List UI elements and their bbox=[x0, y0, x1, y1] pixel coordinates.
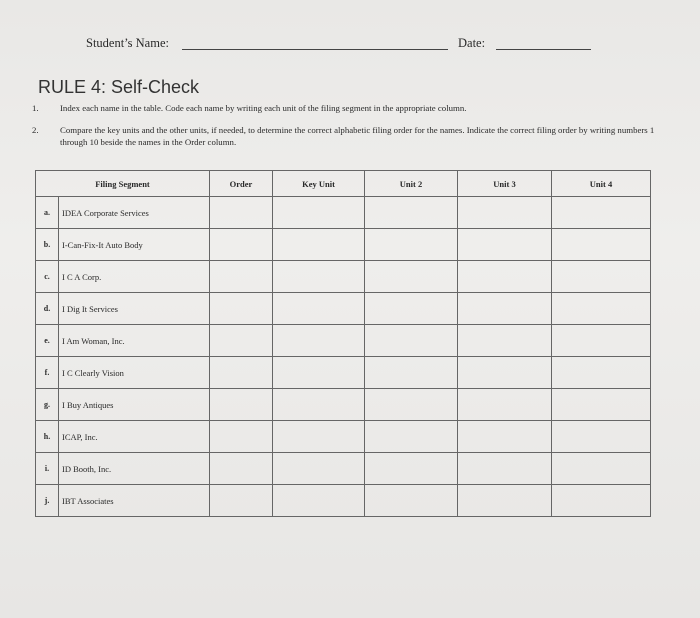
unit-2-cell[interactable] bbox=[365, 453, 458, 485]
row-name: I Dig It Services bbox=[59, 293, 210, 325]
table-row bbox=[36, 421, 651, 453]
table-row bbox=[36, 453, 651, 485]
row-letter: j. bbox=[36, 485, 59, 517]
key-unit-cell[interactable] bbox=[273, 293, 365, 325]
instruction-number: 2. bbox=[32, 125, 39, 135]
date-label: Date: bbox=[458, 36, 486, 50]
row-name: I C A Corp. bbox=[59, 261, 210, 293]
key-unit-cell[interactable] bbox=[273, 421, 365, 453]
order-cell[interactable] bbox=[210, 389, 273, 421]
row-letter: c. bbox=[36, 261, 59, 293]
row-letter: g. bbox=[36, 389, 59, 421]
table-row bbox=[36, 293, 651, 325]
order-cell[interactable] bbox=[210, 485, 273, 517]
header-order: Order bbox=[210, 171, 273, 197]
page-title: RULE 4: Self-Check bbox=[38, 77, 200, 97]
row-name: IBT Associates bbox=[59, 485, 210, 517]
unit-4-cell[interactable] bbox=[552, 325, 651, 357]
instruction-text: Compare the key units and the other units, if needed, to determine the correct alphabetic filing order for the names. Indicate the correct filing order by writing numbers 1 through 10 beside the names in the Order column. bbox=[60, 125, 655, 147]
order-cell[interactable] bbox=[210, 293, 273, 325]
row-name: I C Clearly Vision bbox=[59, 357, 210, 389]
row-name: ID Booth, Inc. bbox=[59, 453, 210, 485]
table-row bbox=[36, 485, 651, 517]
unit-2-cell[interactable] bbox=[365, 293, 458, 325]
key-unit-cell[interactable] bbox=[273, 389, 365, 421]
worksheet-header bbox=[0, 36, 700, 56]
unit-2-cell[interactable] bbox=[365, 197, 458, 229]
student-name-field[interactable] bbox=[182, 49, 448, 50]
key-unit-cell[interactable] bbox=[273, 485, 365, 517]
unit-3-cell[interactable] bbox=[458, 421, 552, 453]
row-letter: i. bbox=[36, 453, 59, 485]
table-row bbox=[36, 229, 651, 261]
table-row bbox=[36, 325, 651, 357]
header-filing-segment: Filing Segment bbox=[36, 171, 210, 197]
unit-2-cell[interactable] bbox=[365, 421, 458, 453]
table-row bbox=[36, 357, 651, 389]
unit-3-cell[interactable] bbox=[458, 293, 552, 325]
table-row bbox=[36, 197, 651, 229]
table-body bbox=[36, 197, 651, 517]
key-unit-cell[interactable] bbox=[273, 357, 365, 389]
order-cell[interactable] bbox=[210, 197, 273, 229]
unit-3-cell[interactable] bbox=[458, 485, 552, 517]
unit-3-cell[interactable] bbox=[458, 325, 552, 357]
unit-4-cell[interactable] bbox=[552, 485, 651, 517]
unit-3-cell[interactable] bbox=[458, 197, 552, 229]
order-cell[interactable] bbox=[210, 421, 273, 453]
table-row bbox=[36, 389, 651, 421]
unit-2-cell[interactable] bbox=[365, 389, 458, 421]
row-letter: a. bbox=[36, 197, 59, 229]
date-field[interactable] bbox=[496, 49, 591, 50]
row-name: I-Can-Fix-It Auto Body bbox=[59, 229, 210, 261]
unit-3-cell[interactable] bbox=[458, 453, 552, 485]
filing-table bbox=[35, 170, 651, 517]
header-key-unit: Key Unit bbox=[273, 171, 365, 197]
order-cell[interactable] bbox=[210, 325, 273, 357]
row-name: IDEA Corporate Services bbox=[59, 197, 210, 229]
key-unit-cell[interactable] bbox=[273, 261, 365, 293]
unit-2-cell[interactable] bbox=[365, 485, 458, 517]
row-name: I Buy Antiques bbox=[59, 389, 210, 421]
order-cell[interactable] bbox=[210, 357, 273, 389]
unit-3-cell[interactable] bbox=[458, 261, 552, 293]
key-unit-cell[interactable] bbox=[273, 229, 365, 261]
unit-4-cell[interactable] bbox=[552, 453, 651, 485]
unit-4-cell[interactable] bbox=[552, 357, 651, 389]
row-letter: h. bbox=[36, 421, 59, 453]
unit-2-cell[interactable] bbox=[365, 325, 458, 357]
unit-2-cell[interactable] bbox=[365, 357, 458, 389]
row-letter: d. bbox=[36, 293, 59, 325]
row-letter: b. bbox=[36, 229, 59, 261]
unit-4-cell[interactable] bbox=[552, 389, 651, 421]
unit-4-cell[interactable] bbox=[552, 197, 651, 229]
unit-4-cell[interactable] bbox=[552, 261, 651, 293]
header-unit-2: Unit 2 bbox=[365, 171, 458, 197]
unit-2-cell[interactable] bbox=[365, 261, 458, 293]
key-unit-cell[interactable] bbox=[273, 325, 365, 357]
instruction-number: 1. bbox=[32, 103, 39, 113]
order-cell[interactable] bbox=[210, 261, 273, 293]
unit-2-cell[interactable] bbox=[365, 229, 458, 261]
row-letter: e. bbox=[36, 325, 59, 357]
key-unit-cell[interactable] bbox=[273, 197, 365, 229]
row-name: ICAP, Inc. bbox=[59, 421, 210, 453]
order-cell[interactable] bbox=[210, 453, 273, 485]
instruction-text: Index each name in the table. Code each name by writing each unit of the filing segment in the appropriate column. bbox=[60, 103, 467, 113]
table-header-row bbox=[36, 171, 651, 197]
order-cell[interactable] bbox=[210, 229, 273, 261]
unit-3-cell[interactable] bbox=[458, 389, 552, 421]
row-letter: f. bbox=[36, 357, 59, 389]
student-name-label: Student’s Name: bbox=[86, 36, 169, 50]
unit-3-cell[interactable] bbox=[458, 357, 552, 389]
unit-4-cell[interactable] bbox=[552, 229, 651, 261]
key-unit-cell[interactable] bbox=[273, 453, 365, 485]
header-unit-4: Unit 4 bbox=[552, 171, 651, 197]
unit-4-cell[interactable] bbox=[552, 293, 651, 325]
row-name: I Am Woman, Inc. bbox=[59, 325, 210, 357]
header-unit-3: Unit 3 bbox=[458, 171, 552, 197]
unit-3-cell[interactable] bbox=[458, 229, 552, 261]
table-row bbox=[36, 261, 651, 293]
unit-4-cell[interactable] bbox=[552, 421, 651, 453]
